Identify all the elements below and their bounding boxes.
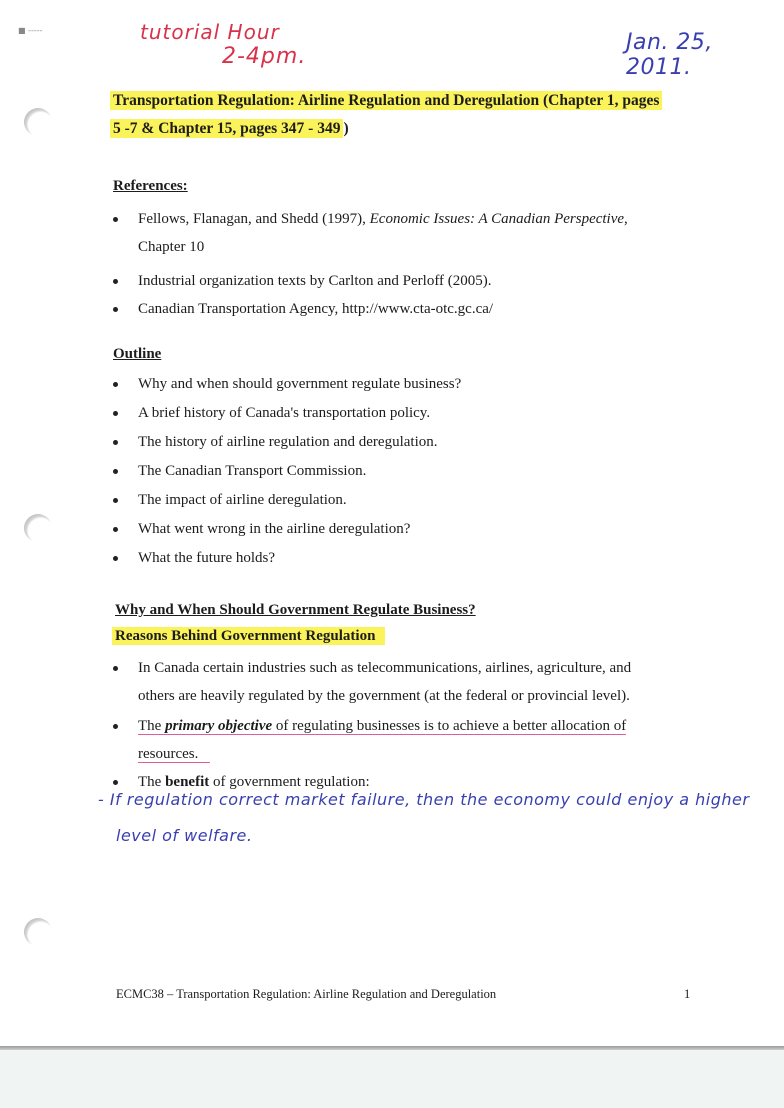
bullet-icon	[113, 780, 118, 785]
title-close-paren: )	[343, 120, 349, 137]
list-item: What went wrong in the airline deregulation?	[113, 515, 693, 544]
handwritten-note-line-1: - If regulation correct market failure, then the economy could enjoy a higher	[98, 790, 750, 809]
bullet-icon	[113, 411, 118, 416]
references-heading: References:	[113, 178, 188, 194]
list-item: Fellows, Flanagan, and Shedd (1997), Economic Issues: A Canadian Perspective, Chapter 10	[113, 205, 693, 261]
bullet-icon	[113, 666, 118, 671]
title-line-1: Transportation Regulation: Airline Regulation and Deregulation (Chapter 1, pages	[110, 91, 662, 110]
document-title	[110, 90, 710, 140]
punch-hole-bottom	[24, 918, 52, 946]
list-item: The benefit of government regulation:	[113, 768, 693, 796]
emphasis-benefit: benefit	[165, 774, 210, 790]
bullet-icon	[113, 217, 118, 222]
page-number: 1	[684, 987, 691, 1001]
list-item: The primary objective of regulating businesses is to achieve a better allocation of resources.	[113, 712, 693, 768]
bullet-icon	[113, 556, 118, 561]
punch-hole-middle	[24, 514, 52, 542]
handwritten-time-note: 2-4pm.	[222, 44, 307, 69]
section-subheading: Reasons Behind Government Regulation	[112, 628, 385, 645]
list-item: The history of airline regulation and deregulation.	[113, 428, 693, 457]
bullet-icon	[113, 382, 118, 387]
bullet-icon	[113, 724, 118, 729]
list-item: Why and when should government regulate business?	[113, 370, 693, 399]
list-item: A brief history of Canada's transportation policy.	[113, 399, 693, 428]
bullet-icon	[113, 307, 118, 312]
handwritten-note-line-2: level of welfare.	[116, 826, 253, 845]
emphasis-primary-objective: primary objective	[165, 718, 273, 734]
bullet-icon	[113, 440, 118, 445]
page-footer: ECMC38 – Transportation Regulation: Airline Regulation and Deregulation	[116, 987, 497, 1001]
list-item: In Canada certain industries such as telecommunications, airlines, agriculture, and others are heavily regulated by the government (at the federal or provincial level).	[113, 654, 693, 710]
list-item: The impact of airline deregulation.	[113, 486, 693, 515]
list-item: What the future holds?	[113, 544, 693, 573]
list-item: The Canadian Transport Commission.	[113, 457, 693, 486]
title-line-2: 5 -7 & Chapter 15, pages 347 - 349	[110, 119, 343, 138]
references-list	[113, 205, 693, 323]
reasons-list	[113, 654, 693, 796]
bullet-icon	[113, 527, 118, 532]
section-heading: Why and When Should Government Regulate Business?	[115, 602, 476, 618]
bullet-icon	[113, 279, 118, 284]
list-item: Canadian Transportation Agency, http://www.cta-otc.gc.ca/	[113, 295, 693, 323]
list-item: Industrial organization texts by Carlton and Perloff (2005).	[113, 267, 693, 295]
punch-hole-top	[24, 108, 52, 136]
handwritten-tutorial-note: tutorial Hour	[140, 20, 280, 44]
scan-background	[0, 1050, 784, 1108]
header-mark: ■ -----	[18, 26, 43, 35]
book-title: Economic Issues: A Canadian Perspective	[369, 211, 625, 227]
bullet-icon	[113, 469, 118, 474]
handwritten-date: Jan. 25, 2011.	[626, 30, 713, 80]
bullet-icon	[113, 498, 118, 503]
outline-heading: Outline	[113, 346, 162, 362]
outline-list	[113, 370, 693, 573]
